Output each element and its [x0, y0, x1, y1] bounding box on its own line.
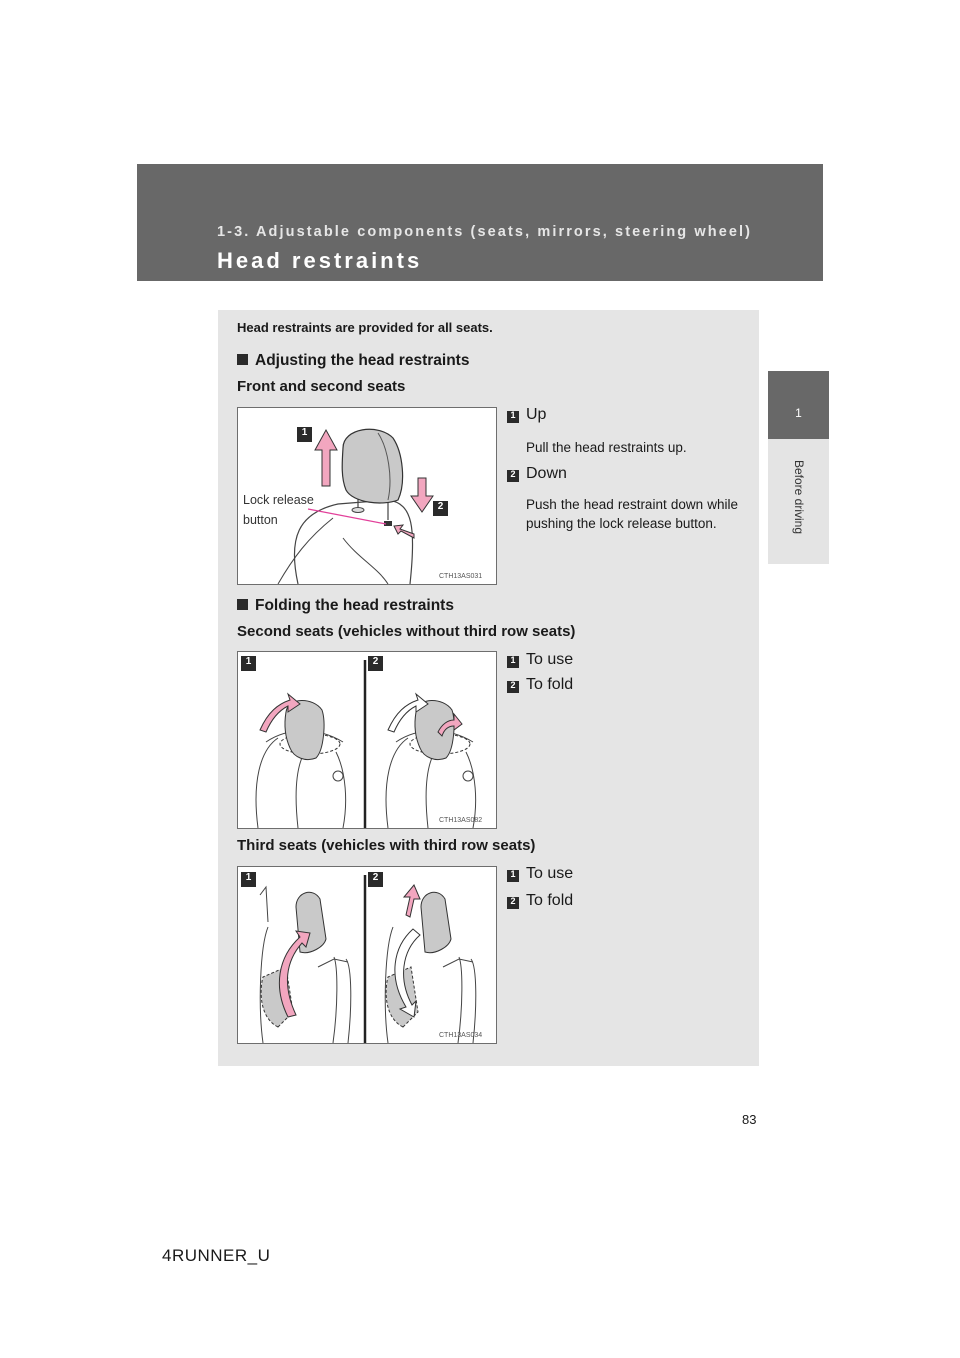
figure-step-badge-1: 1: [241, 872, 256, 887]
callout-line-1: Lock release: [243, 493, 314, 507]
chapter-title: Before driving: [792, 459, 806, 535]
step-label-to-fold: To fold: [526, 676, 574, 693]
page-title: Head restraints: [217, 248, 423, 273]
figure-code: CTH13AS082: [439, 817, 483, 824]
lock-release-callout: [243, 490, 314, 530]
section-label: 1-3. Adjustable components (seats, mirrors, steering wheel): [217, 224, 753, 240]
page-number: 83: [742, 1112, 757, 1127]
callout-line-2: button: [243, 513, 278, 527]
step-badge-up: 1: [507, 411, 519, 423]
second-seat-fold-illustration: [238, 652, 496, 828]
step-label-down: Down: [526, 465, 567, 482]
adjusting-heading-text: Adjusting the head restraints: [255, 352, 470, 369]
step-desc-down: Push the head restraint down while pushing the lock release button.: [526, 497, 738, 531]
step-label-up: Up: [526, 406, 547, 423]
figure-step-badge-2: 2: [433, 501, 448, 516]
figure-fold-third: [237, 866, 497, 1044]
second-seats-group: Second seats (vehicles without third row seats): [237, 623, 576, 640]
figure-step-badge-1: 1: [297, 427, 312, 442]
adjusting-heading: [237, 352, 469, 370]
third-seat-fold-illustration: [238, 867, 496, 1043]
step-badge-to-fold-third: 2: [507, 897, 519, 909]
figure-code: CTH13AS034: [439, 1032, 483, 1039]
figure-step-badge-2: 2: [368, 872, 383, 887]
footer-code: 4RUNNER_U: [162, 1246, 271, 1265]
step-badge-to-use: 1: [507, 656, 519, 668]
step-badge-to-fold: 2: [507, 681, 519, 693]
figure-fold-second: [237, 651, 497, 829]
chapter-tab-label-area: [768, 439, 829, 564]
step-badge-down: 2: [507, 470, 519, 482]
chapter-number: 1: [795, 406, 802, 420]
step-label-to-use-third: To use: [526, 865, 574, 882]
step-badge-to-use-third: 1: [507, 870, 519, 882]
figure-code: CTH13AS031: [439, 573, 483, 580]
folding-heading: [237, 597, 454, 615]
header-band: [137, 164, 823, 281]
step-label-to-fold-third: To fold: [526, 892, 574, 909]
third-seats-group: Third seats (vehicles with third row seats): [237, 837, 536, 854]
figure-step-badge-2: 2: [368, 656, 383, 671]
square-bullet-icon: [237, 354, 248, 365]
step-label-to-use: To use: [526, 651, 574, 668]
figure-step-badge-1: 1: [241, 656, 256, 671]
step-desc-up: Pull the head restraints up.: [526, 440, 687, 455]
intro-text: Head restraints are provided for all seats.: [237, 320, 493, 335]
square-bullet-icon: [237, 599, 248, 610]
folding-heading-text: Folding the head restraints: [255, 597, 454, 614]
front-second-group: Front and second seats: [237, 378, 406, 395]
chapter-tab[interactable]: [768, 371, 829, 439]
